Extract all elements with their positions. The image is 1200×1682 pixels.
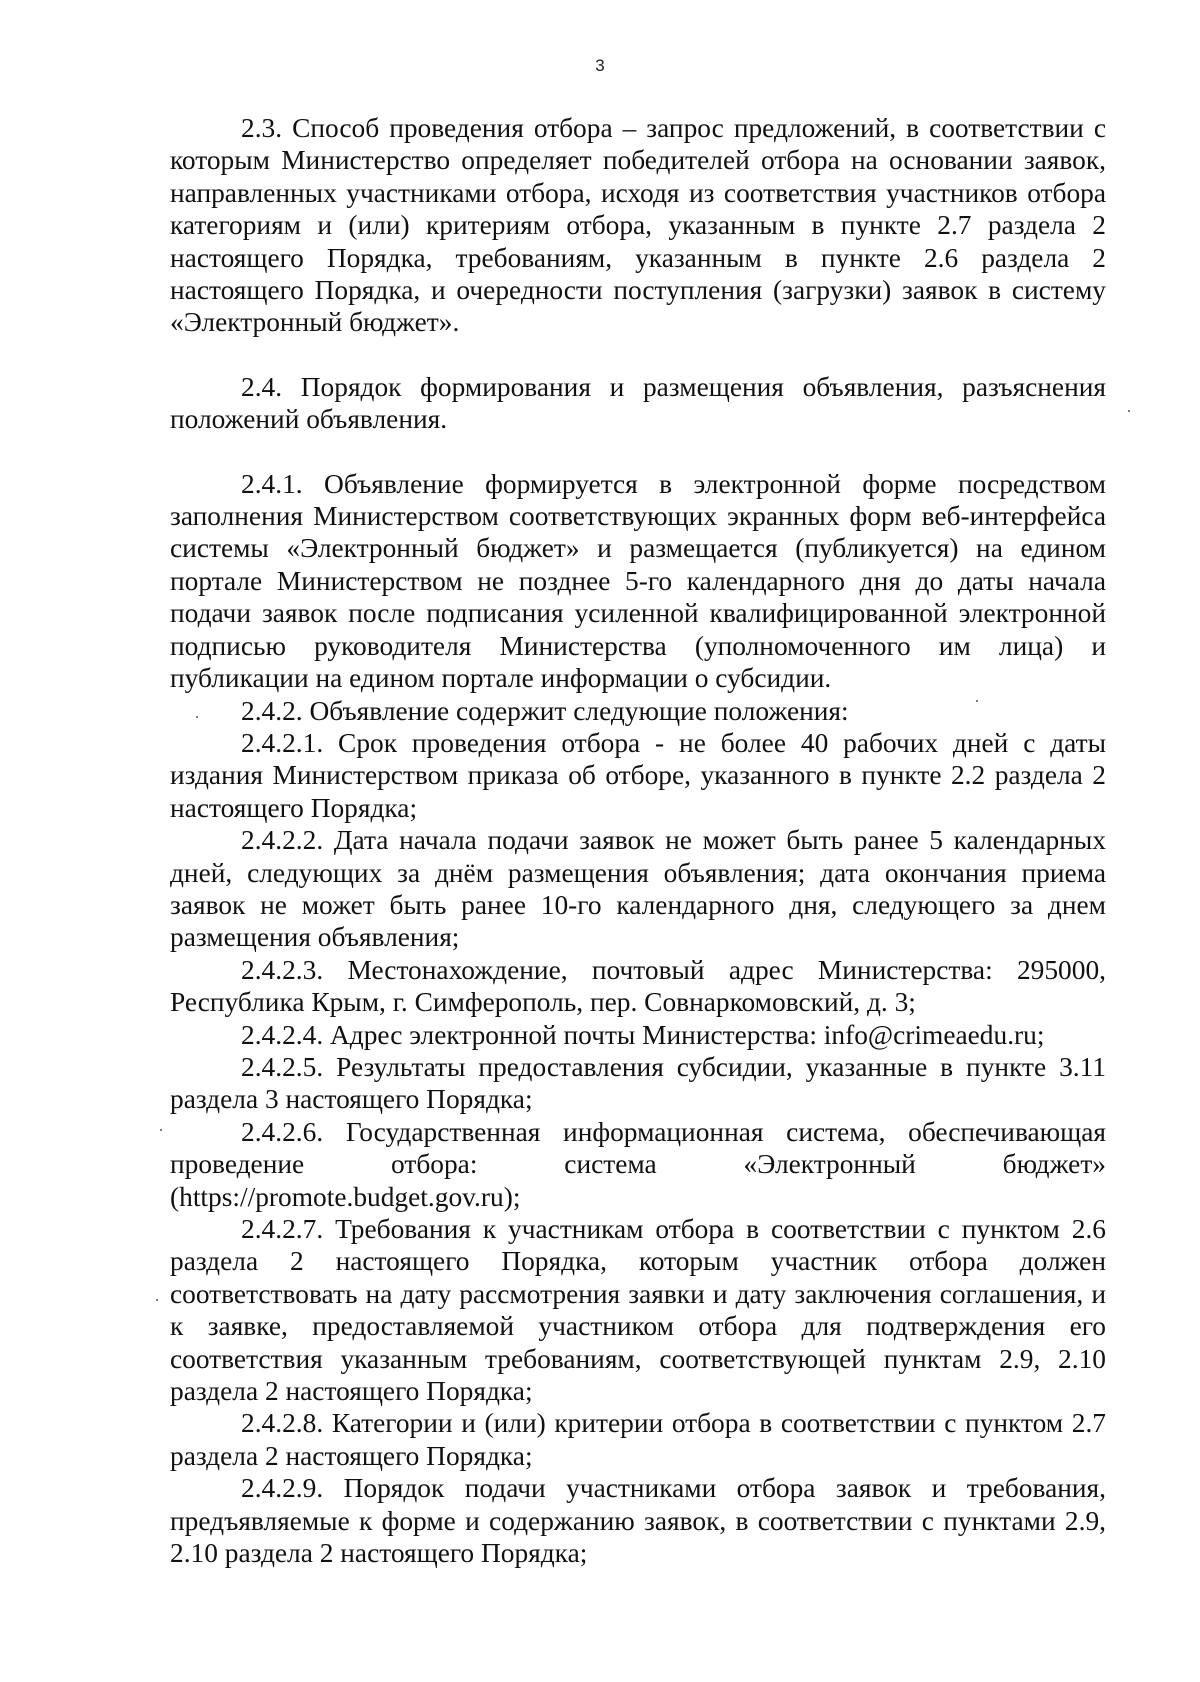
page-number: 3 [595,56,605,75]
paragraph-2-3: 2.3. Способ проведения отбора – запрос предложений, в соответствии с которым Министерство определяет победителей отбора на основании заявок, направленных участниками отбора, исходя из соответствия участников отбора категориям и (или) критериям отбора, указанным в пункте 2.7 раздела 2 настоящего Порядка, требованиям, указанным в пункте 2.6 раздела 2 настоящего Порядка, и очередности поступления (загрузки) заявок в систему «Электронный бюджет». [170,113,1106,338]
document-body [170,112,1106,1569]
paragraph-2-4-2-9: 2.4.2.9. Порядок подачи участниками отбора заявок и требования, предъявляемые к форме и содержанию заявок, в соответствии с пунктами 2.9, 2.10 раздела 2 настоящего Порядка; [170,1473,1106,1569]
paragraph-2-4-2-7: 2.4.2.7. Требования к участникам отбора в соответствии с пунктом 2.6 раздела 2 настоящего Порядка, которым участник отбора должен соответствовать на дату рассмотрения заявки и дату заключения соглашения, и к заявке, предоставляемой участником отбора для подтверждения его соответствия указанным требованиям, соответствующей пунктам 2.9, 2.10 раздела 2 настоящего Порядка; [170,1214,1106,1407]
scan-speck [160,1129,162,1131]
paragraph-2-4-2: 2.4.2. Объявление содержит следующие положения: [241,695,849,726]
paragraph-2-4: 2.4. Порядок формирования и размещения объявления, разъяснения положений объявления. [170,371,1106,435]
scan-speck [156,1299,158,1301]
paragraph-2-4-2-6: 2.4.2.6. Государственная информационная система, обеспечивающая проведение отбора: система «Электронный бюджет» (https://promote.budget.gov.ru); [170,1116,1106,1212]
scan-speck [1128,410,1130,412]
paragraph-2-4-2-5: 2.4.2.5. Результаты предоставления субсидии, указанные в пункте 3.11 раздела 3 настоящего Порядка; [170,1051,1106,1115]
paragraph-2-4-2-3: 2.4.2.3. Местонахождение, почтовый адрес Министерства: 295000, Республика Крым, г. Симферополь, пер. Совнаркомовский, д. 3; [170,954,1106,1018]
paragraph-2-4-2-4: 2.4.2.4. Адрес электронной почты Министерства: info@crimeaedu.ru; [241,1019,1045,1050]
paragraph-2-4-2-8: 2.4.2.8. Категории и (или) критерии отбора в соответствии с пунктом 2.7 раздела 2 настоящего Порядка; [170,1408,1106,1471]
scan-speck [196,716,198,718]
paragraph-2-4-2-1: 2.4.2.1. Срок проведения отбора - не более 40 рабочих дней с даты издания Министерством приказа об отборе, указанного в пункте 2.2 раздела 2 настоящего Порядка; [170,727,1106,823]
paragraph-2-4-2-2: 2.4.2.2. Дата начала подачи заявок не может быть ранее 5 календарных дней, следующих за днём размещения объявления; дата окончания приема заявок не может быть ранее 10-го календарного дня, следующего за днем размещения объявления; [170,825,1106,953]
scan-speck [976,700,978,702]
paragraph-2-4-1: 2.4.1. Объявление формируется в электронной форме посредством заполнения Министерством соответствующих экранных форм веб-интерфейса системы «Электронный бюджет» и размещается (публикуется) на едином портале Министерством не позднее 5-го календарного дня до даты начала подачи заявок после подписания усиленной квалифицированной электронной подписью руководителя Министерства (уполномоченного им лица) и публикации на едином портале информации о субсидии. [170,468,1106,694]
